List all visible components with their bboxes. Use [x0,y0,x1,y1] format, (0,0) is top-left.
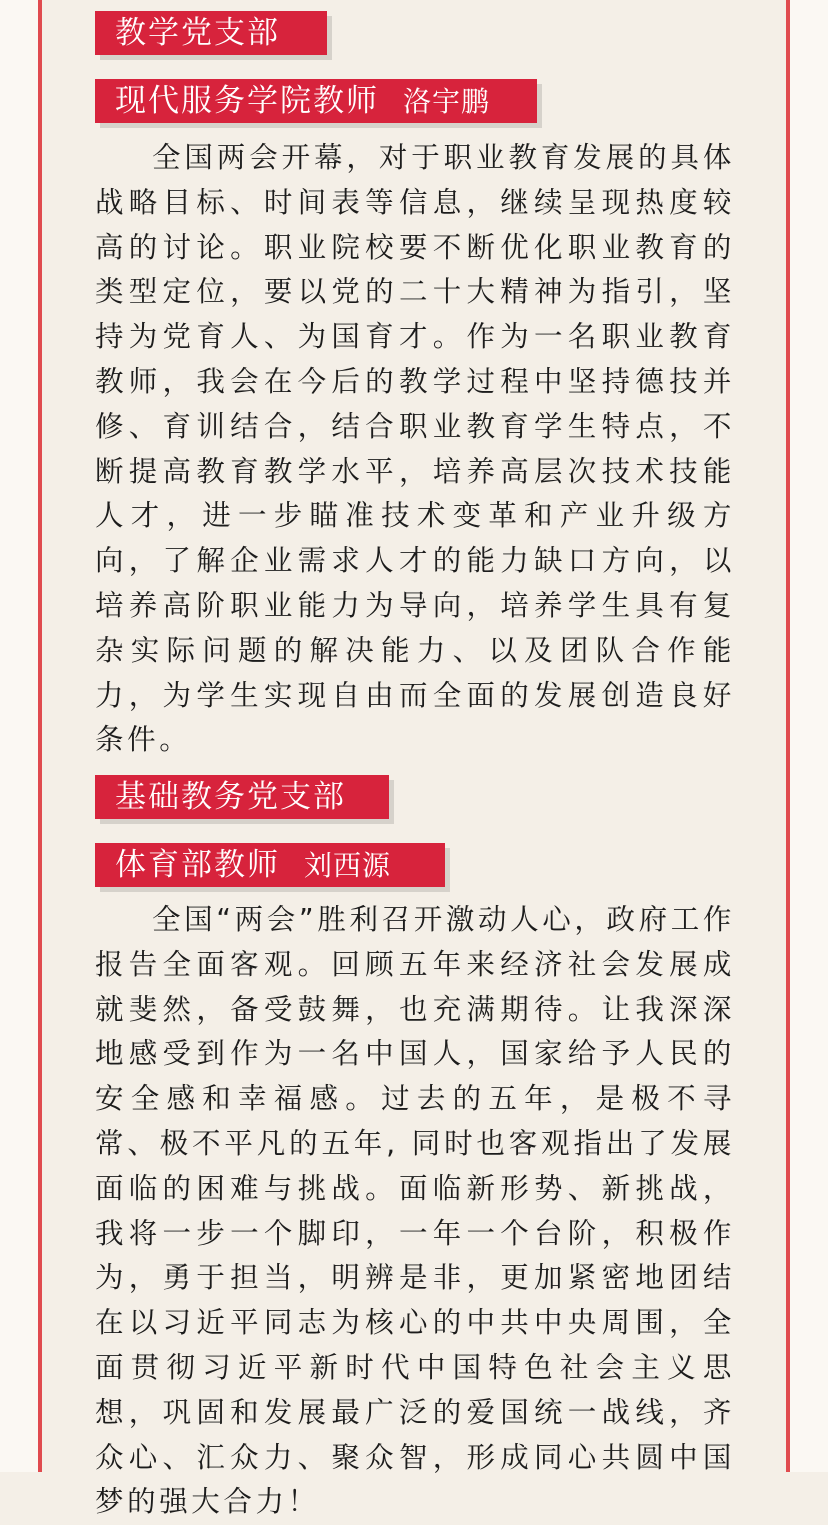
frame-border-left [38,0,42,1472]
frame-border-right [786,0,790,1472]
author-name: 洛宇鹏 [403,85,491,118]
outer-margin-right [790,0,828,1472]
author-title: 现代服务学院教师 [115,83,379,119]
author-tag [95,843,445,887]
branch-label: 教学党支部 [115,15,280,51]
article-paragraph: 全国“两会”胜利召开激动人心，政府工作报告全面客观。回顾五年来经济社会发展成就斐然，备受鼓舞，也充满期待。让我深深地感受到作为一名中国人，国家给予人民的安全感和幸福感。过去的五年，是极不寻常、极不平凡的五年, 同时也客观指出了发展面临的困难与挑战。面临新形势、新挑战，我将一步一个脚印，一年一个台阶，积极作为，勇于担当，明辨是非，更加紧密地团结在以习近平同志为核心的中共中央周围，全面贯彻习近平新时代中国特色社会主义思想，巩固和发展最广泛的爱国统一战线，齐众心、汇众力、聚众智，形成同心共圆中国梦的强大合力！ [95,903,735,1519]
article-paragraph: 全国两会开幕，对于职业教育发展的具体战略目标、时间表等信息，继续呈现热度较高的讨论。职业院校要不断优化职业教育的类型定位，要以党的二十大精神为指引，坚持为党育人、为国育才。作为一名职业教育教师，我会在今后的教学过程中坚持德技并修、育训结合，结合职业教育学生特点，不断提高教育教学水平，培养高层次技术技能人才，进一步瞄准技术变革和产业升级方向，了解企业需求人才的能力缺口方向，以培养高阶职业能力为导向，培养学生具有复杂实际问题的解决能力、以及团队合作能力，为学生实现自由而全面的发展创造良好条件。 [95,141,735,757]
author-name: 刘西源 [304,849,392,882]
branch-tag [95,775,389,819]
outer-margin-left [0,0,38,1472]
author-title: 体育部教师 [115,847,280,883]
branch-tag [95,11,327,55]
branch-label: 基础教务党支部 [115,779,346,815]
author-tag [95,79,537,123]
